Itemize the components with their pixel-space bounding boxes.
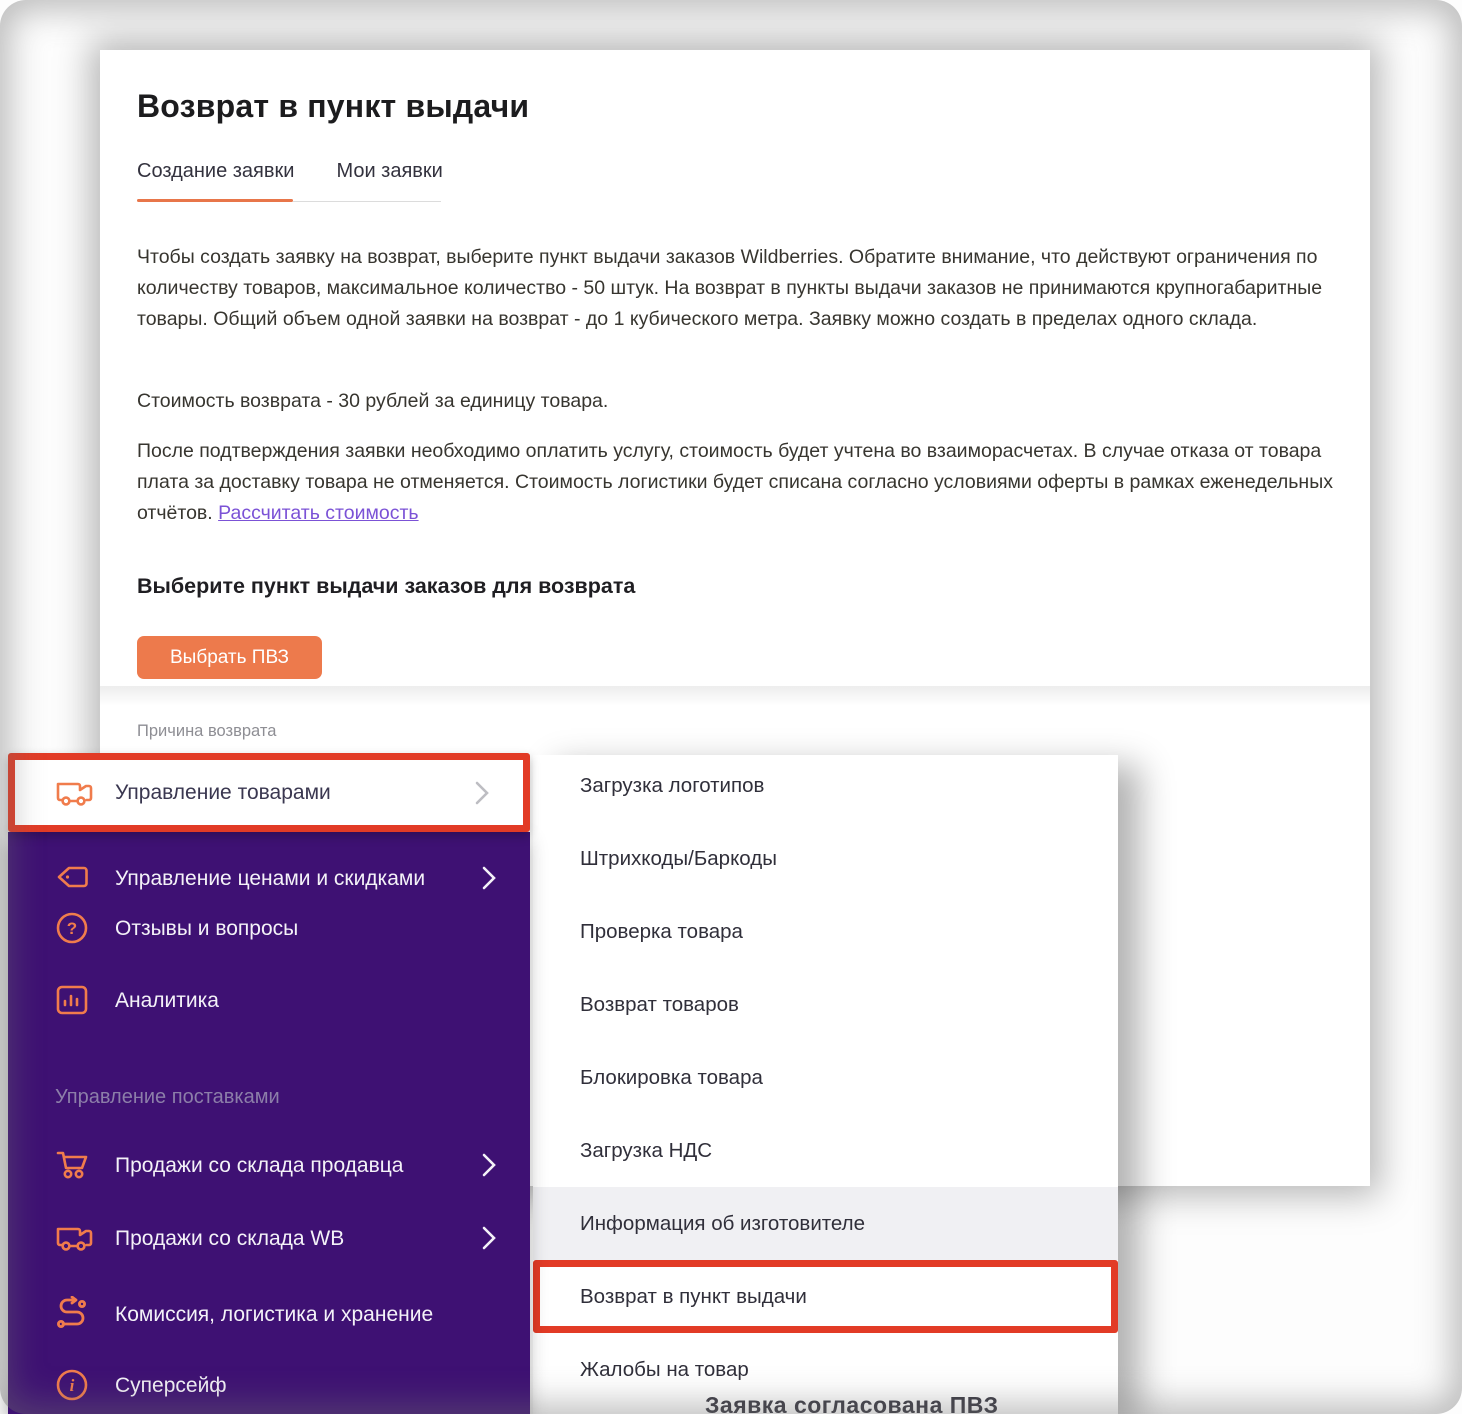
sidebar-item-label: Комиссия, логистика и хранение <box>115 1302 434 1326</box>
sidebar-item-sales-wb-warehouse[interactable] <box>8 1214 530 1262</box>
question-circle-icon <box>55 911 89 945</box>
tab-create-request[interactable]: Создание заявки <box>137 160 295 182</box>
cart-icon <box>55 1148 91 1182</box>
submenu-item-barcodes[interactable]: Штрихкоды/Баркоды <box>580 846 777 870</box>
price-tag-icon <box>55 863 91 893</box>
tab-bar <box>137 160 443 183</box>
sidebar-item-product-management[interactable] <box>8 753 530 832</box>
submenu-item-vat-upload[interactable]: Загрузка НДС <box>580 1138 713 1162</box>
sidebar-item-supersafe[interactable] <box>8 1361 530 1409</box>
clipped-status-text: Заявка согласована ПВЗ <box>705 1392 999 1414</box>
sidebar-section-supply-management: Управление поставками <box>55 1086 280 1108</box>
submenu-item-manufacturer-info[interactable]: Информация об изготовителе <box>533 1187 1118 1260</box>
submenu-item-logo-upload[interactable]: Загрузка логотипов <box>580 773 765 797</box>
submenu-item-return-to-pickup-point[interactable]: Возврат в пункт выдачи <box>580 1284 807 1308</box>
info-circle-icon <box>55 1368 89 1402</box>
analytics-icon <box>55 984 89 1016</box>
tab-divider <box>293 201 441 202</box>
svg-text:?: ? <box>66 919 78 938</box>
choose-pvz-heading: Выберите пункт выдачи заказов для возврата <box>137 574 636 598</box>
sidebar-item-label: Продажи со склада WB <box>115 1226 345 1250</box>
submenu-item-product-blocking[interactable]: Блокировка товара <box>580 1065 763 1089</box>
sidebar-item-label: Отзывы и вопросы <box>115 916 299 940</box>
sidebar-item-label: Суперсейф <box>115 1373 227 1397</box>
chevron-right-icon <box>473 779 491 807</box>
payment-paragraph <box>137 436 1355 529</box>
sidebar-item-reviews-questions[interactable] <box>8 904 530 952</box>
sidebar-item-label: Продажи со склада продавца <box>115 1153 404 1177</box>
select-pvz-button[interactable]: Выбрать ПВЗ <box>137 636 322 679</box>
return-reason-label: Причина возврата <box>137 722 277 740</box>
sidebar-item-sales-seller-warehouse[interactable] <box>8 1141 530 1189</box>
sidebar-item-label: Управление товарами <box>115 780 331 804</box>
route-icon <box>55 1296 91 1332</box>
sidebar-item-label: Аналитика <box>115 988 219 1012</box>
sidebar-item-label: Управление ценами и скидками <box>115 866 426 890</box>
cost-paragraph: Стоимость возврата - 30 рублей за единицу товара. <box>137 390 609 412</box>
chevron-right-icon <box>480 1151 498 1179</box>
intro-paragraph: Чтобы создать заявку на возврат, выберите пункт выдачи заказов Wildberries. Обратите внимание, что действуют ограничения по количеству товаров, максимальное количество - 50 штук. На возврат в пункты выдачи заказов не принимаются крупногабаритные товары. Общий объем одной заявки на возврат - до 1 кубического метра. Заявку можно создать в пределах одного склада. <box>137 246 1323 330</box>
submenu-item-product-complaints[interactable]: Жалобы на товар <box>580 1357 749 1381</box>
sidebar-menu <box>8 832 530 1414</box>
calculate-cost-link[interactable]: Рассчитать стоимость <box>218 502 419 524</box>
chevron-right-icon <box>480 864 498 892</box>
svg-text:i: i <box>69 1376 75 1395</box>
chevron-right-icon <box>480 1224 498 1252</box>
shade-band <box>100 686 1370 706</box>
submenu-item-product-returns[interactable]: Возврат товаров <box>580 992 739 1016</box>
page-title: Возврат в пункт выдачи <box>137 88 530 124</box>
sidebar-item-analytics[interactable] <box>8 976 530 1024</box>
sidebar-item-commission-logistics-storage[interactable] <box>8 1272 530 1356</box>
payment-text: После подтверждения заявки необходимо оплатить услугу, стоимость будет учтена во взаиморасчетах. В случае отказа от товара плата за доставку товара не отменяется. Стоимость логистики будет списана согласно условиями оферты в рамках еженедельных отчётов. <box>137 440 1333 524</box>
active-tab-indicator <box>137 199 293 202</box>
truck-icon <box>55 778 93 808</box>
tab-my-requests[interactable]: Мои заявки <box>336 160 443 182</box>
truck-icon <box>55 1223 93 1253</box>
submenu-panel <box>533 755 1118 1414</box>
submenu-item-product-check[interactable]: Проверка товара <box>580 919 743 943</box>
